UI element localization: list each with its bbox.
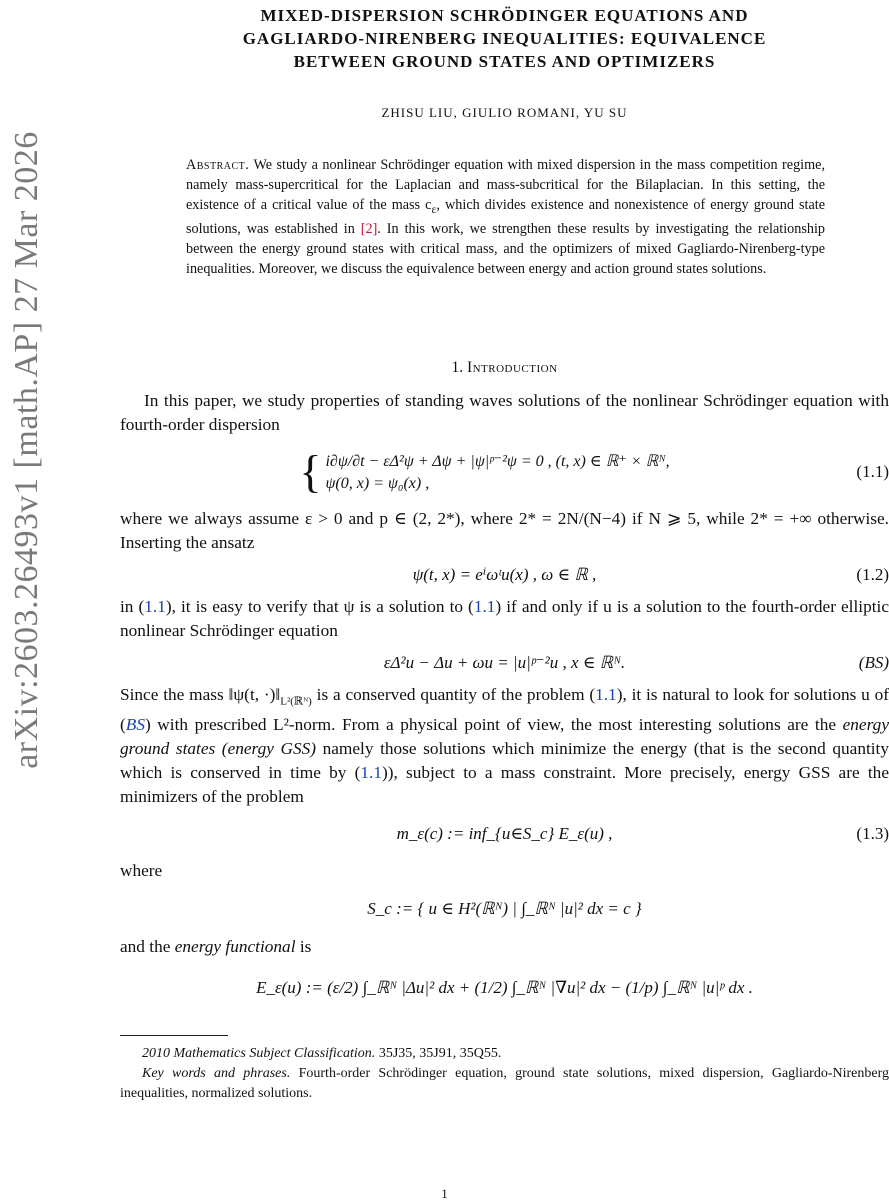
author-list: ZHISU LIU, GIULIO ROMANI, YU SU <box>381 105 628 120</box>
title-line: GAGLIARDO-NIRENBERG INEQUALITIES: EQUIVALENCE <box>242 29 767 48</box>
equation-body: m_ε(c) := inf_{u∈S_c} E_ε(u) , <box>396 824 613 844</box>
abstract <box>186 155 825 279</box>
paper-page <box>120 0 889 1104</box>
equation-number: (1.1) <box>856 461 889 481</box>
abstract-label: Abstract. <box>186 157 250 173</box>
equation-number: (1.2) <box>856 564 889 584</box>
equation-number: (BS) <box>858 652 889 672</box>
citation-link[interactable]: [2] <box>360 220 378 237</box>
arxiv-identifier: arXiv:2603.26493v1 [math.AP] 27 Mar 2026 <box>8 131 46 769</box>
equation-energy-functional <box>120 959 889 1017</box>
equation-body: S_c := { u ∈ H²(ℝᴺ) | ∫_ℝᴺ |u|² dx = c } <box>367 899 642 919</box>
footnote-keywords: Key words and phrases. Fourth-order Schrödinger equation, ground state solutions, mixed dispersion, Gagliardo-Nirenberg inequalities, normalized solutions. <box>120 1066 889 1102</box>
paragraph: where <box>120 861 163 881</box>
paragraph: Since the mass ‖ψ(t, $\cdot)‖_{L^2(ℝᴺ)}$ is a conserved quantity of the problem (1.1), it is natural to look for solutions u of (BS) with prescribed L²-norm. From a physical point of view, the most interesting solutions are the energy ground states (energy GSS) namely those solutions which minimize the energy (that is the second quantity which is conserved in time by (1.1)), subject to a mass constraint. More precisely, energy GSS are the minimizers of the problem <box>120 684 889 807</box>
equation-1-2 <box>120 555 889 595</box>
equation-sc <box>120 883 889 935</box>
paragraph: in (1.1), it is easy to verify that ψ is a solution to (1.1) if and only if u is a solution to the fourth-order elliptic nonlinear Schrödinger equation <box>120 596 889 640</box>
abstract-text: . In this work, we strengthen these results by investigating the relationship between the energy ground states with critical mass, and the optimizers of mixed Gagliardo-Nirenberg-type inequalities. Moreover, we discuss the equivalence between energy and action ground states solutions. <box>186 220 825 277</box>
equation-1-3 <box>120 809 889 859</box>
page-number: 1 <box>441 1186 448 1201</box>
footnote-msc: 2010 Mathematics Subject Classification. 35J35, 35J91, 35Q55. <box>142 1046 502 1062</box>
section-number: 1. <box>451 358 464 376</box>
equation-number: (1.3) <box>856 824 889 844</box>
equation-reference-link[interactable]: 1.1 <box>595 684 617 704</box>
paper-title <box>120 4 889 73</box>
footnotes <box>120 1044 889 1104</box>
abstract-text: , which divides existence and nonexistence of energy ground state solutions, was established in <box>186 197 825 237</box>
arxiv-side-stamp <box>2 0 52 900</box>
equation-reference-link[interactable]: 1.1 <box>144 596 166 616</box>
abstract-subscript: ε <box>431 201 437 216</box>
section-heading <box>120 359 889 377</box>
paragraph: In this paper, we study properties of standing waves solutions of the nonlinear Schrödinger equation with fourth-order dispersion <box>120 390 889 434</box>
equation-body: ψ(t, x) = eⁱωᵗu(x) , ω ∈ ℝ , <box>412 564 597 584</box>
equation-1-1: { i∂ψ/∂t − εΔ²ψ + Δψ + |ψ|ᵖ⁻²ψ = 0 , (t, x) ∈ ℝ⁺ × ℝᴺ, ψ(0, x) = ψ₀(x) , (1.1) <box>299 445 889 497</box>
equation-reference-link[interactable]: BS <box>125 715 145 735</box>
paragraph: and the energy functional is <box>120 937 312 957</box>
title-line: MIXED-DISPERSION SCHRÖDINGER EQUATIONS AND <box>260 6 749 25</box>
equation-body: εΔ²u − Δu + ωu = |u|ᵖ⁻²u , x ∈ ℝᴺ. <box>383 652 626 672</box>
equation-line: i∂ψ/∂t − εΔ²ψ + Δψ + |ψ|ᵖ⁻²ψ = 0 , (t, x) ∈ ℝ⁺ × ℝᴺ, <box>325 452 670 470</box>
equation-line: ψ(0, x) = ψ₀(x) , <box>325 474 430 492</box>
paragraph: where we always assume ε > 0 and p ∈ (2, 2*), where 2* = 2N/(N−4) if N ⩾ 5, while 2* = +∞ otherwise. Inserting the ansatz <box>120 508 889 552</box>
section-title: Introduction <box>466 358 558 376</box>
equation-reference-link[interactable]: 1.1 <box>360 763 382 783</box>
equation-bs <box>120 643 889 683</box>
equation-body: E_ε(u) := (ε/2) ∫_ℝᴺ |Δu|² dx + (1/2) ∫_ℝᴺ |∇u|² dx − (1/p) ∫_ℝᴺ |u|ᵖ dx . <box>256 978 753 998</box>
title-line: BETWEEN GROUND STATES AND OPTIMIZERS <box>293 52 716 71</box>
abstract-text: We study a nonlinear Schrödinger equation with mixed dispersion in the mass competition regime, namely mass-supercritical for the Laplacian and mass-subcritical for the Bilaplacian. In this setting, the existence of a critical value of the mass c <box>186 157 825 213</box>
equation-reference-link[interactable]: 1.1 <box>473 596 496 616</box>
footnote-divider <box>120 1035 228 1036</box>
